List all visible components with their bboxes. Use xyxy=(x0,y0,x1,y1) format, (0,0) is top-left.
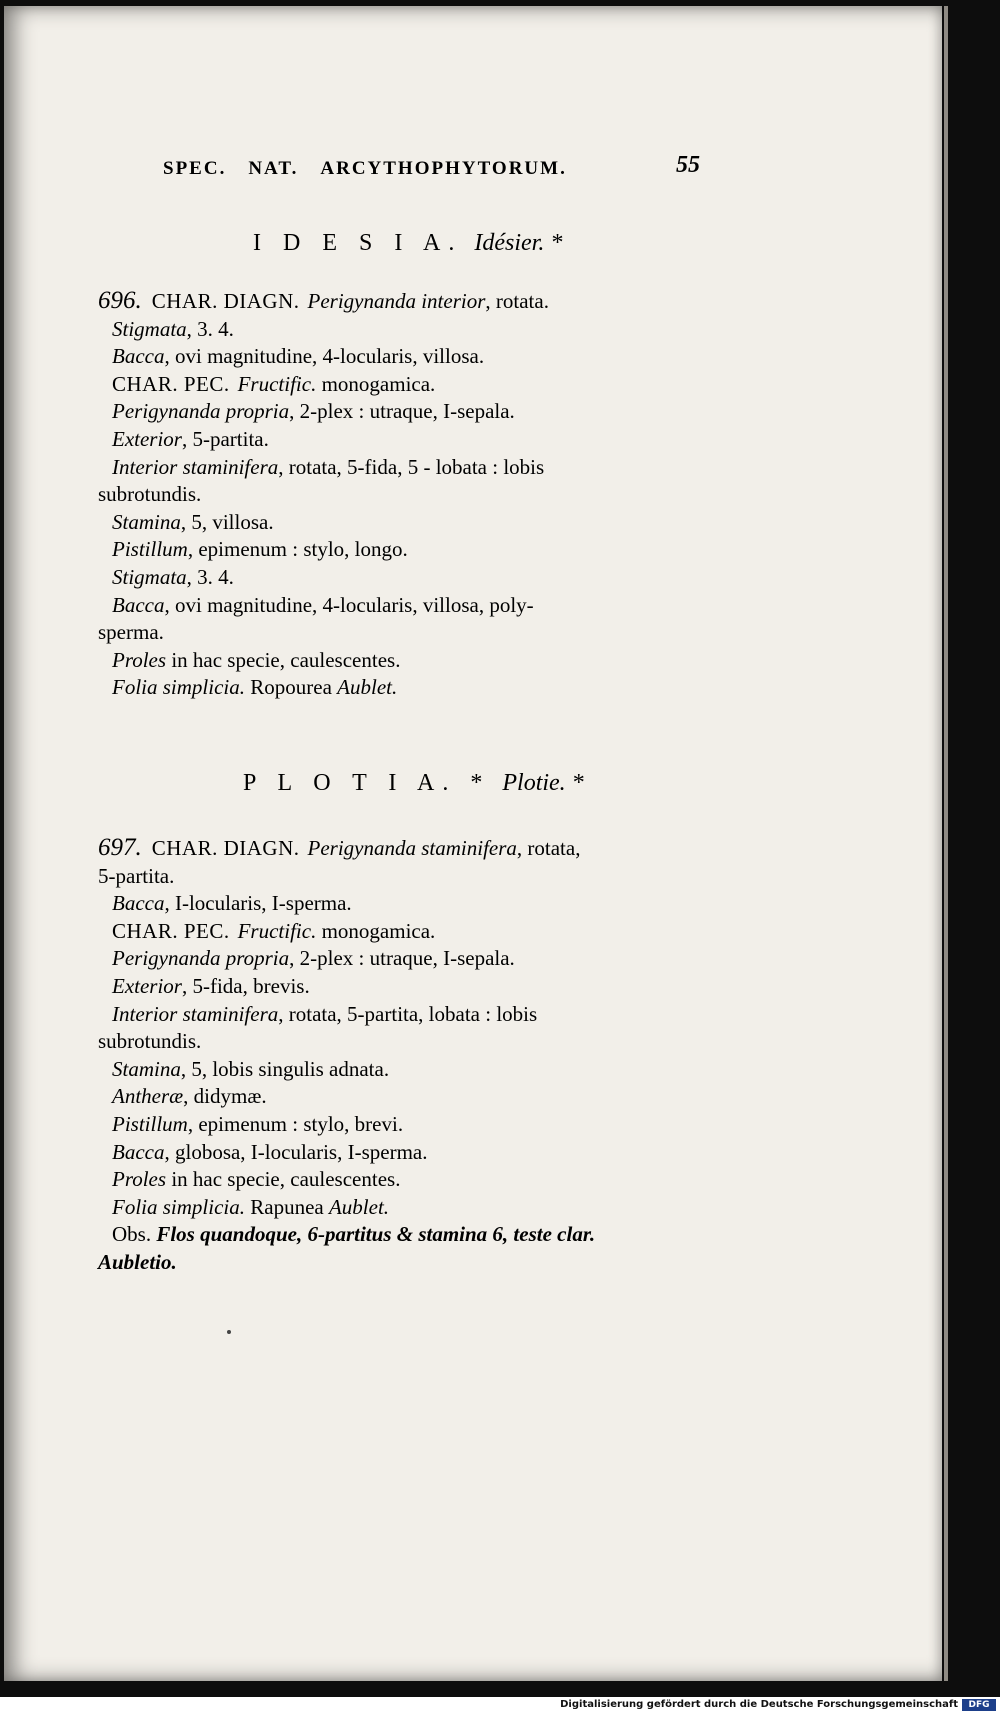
observation-text: Aubletio. xyxy=(98,1249,177,1274)
species-entry-696 xyxy=(98,287,752,702)
latin-term: Pistillum xyxy=(112,1111,188,1136)
latin-term: Proles xyxy=(112,1167,167,1192)
latin-term: Exterior xyxy=(112,973,182,998)
text-line xyxy=(112,1056,752,1084)
running-head-part: ARCYTHOPHYTORUM. xyxy=(320,158,567,179)
plain-text: sperma. xyxy=(98,620,164,645)
observation-text: Flos quandoque, 6-partitus & stamina 6, teste clar. xyxy=(156,1222,596,1247)
character-label: CHAR. PEC. xyxy=(112,918,230,943)
running-head-part: SPEC. xyxy=(163,158,227,179)
text-line xyxy=(98,287,752,316)
text-line xyxy=(112,1111,752,1139)
latin-term: Bacca xyxy=(112,344,165,369)
text-line xyxy=(112,316,752,344)
latin-term: Perigynanda staminifera xyxy=(307,836,517,860)
description-text: Ropourea xyxy=(245,675,338,700)
footer-credit: Digitalisierung gefördert durch die Deutsche Forschungsgemeinschaft xyxy=(560,1699,958,1710)
latin-term: Fructific. xyxy=(237,918,317,943)
description-text: , 3. 4. xyxy=(186,564,234,589)
character-label: CHAR. DIAGN. xyxy=(151,836,300,860)
latin-term: Stigmata xyxy=(112,316,187,341)
description-text: , 5, lobis singulis adnata. xyxy=(180,1056,390,1081)
running-head xyxy=(163,158,567,180)
text-line xyxy=(112,398,752,426)
text-line xyxy=(112,1166,752,1194)
text-line xyxy=(98,834,752,863)
page-number: 55 xyxy=(676,152,700,178)
text-line xyxy=(98,863,752,891)
text-line xyxy=(98,1249,752,1277)
ink-speck xyxy=(227,1330,231,1334)
plain-text: 5-partita. xyxy=(98,863,175,888)
text-line xyxy=(112,973,752,1001)
description-text: , epimenum : stylo, brevi. xyxy=(187,1111,404,1136)
text-line xyxy=(112,426,752,454)
author-name: Aublet. xyxy=(328,1194,390,1219)
text-line xyxy=(112,647,752,675)
text-line xyxy=(98,619,752,647)
latin-term: Interior staminifera xyxy=(112,454,279,479)
description-text: , 2-plex : utraque, I-sepala. xyxy=(289,946,515,971)
description-text: , globosa, I-locularis, I-sperma. xyxy=(164,1139,428,1164)
description-text: in hac specie, caulescentes. xyxy=(166,647,401,672)
genus-name: I D E S I A. xyxy=(253,230,463,256)
latin-term: Bacca xyxy=(112,891,165,916)
latin-term: Bacca xyxy=(112,592,165,617)
description-text: monogamica. xyxy=(316,371,436,396)
author-name: Aublet. xyxy=(337,675,398,700)
description-text: , rotata. xyxy=(485,289,549,313)
description-text: , I-locularis, I-sperma. xyxy=(164,891,352,916)
text-line xyxy=(112,509,752,537)
latin-term: Perigynanda interior xyxy=(307,289,486,313)
description-text: monogamica. xyxy=(316,918,436,943)
text-line xyxy=(112,564,752,592)
latin-term: Proles xyxy=(112,647,167,672)
latin-term: Interior staminifera xyxy=(112,1001,279,1026)
description-text: , 5, villosa. xyxy=(180,509,274,534)
text-line xyxy=(112,371,752,399)
text-line xyxy=(112,945,752,973)
latin-term: Perigynanda propria xyxy=(112,946,290,971)
genus-name: P L O T I A. * xyxy=(243,770,491,796)
latin-term: Bacca xyxy=(112,1139,165,1164)
plain-text: Obs. xyxy=(112,1222,157,1247)
description-text: , ovi magnitudine, 4-locularis, villosa, poly- xyxy=(164,592,534,617)
latin-term: Fructific. xyxy=(237,371,317,396)
entry-number: 697. xyxy=(98,834,142,861)
text-line xyxy=(112,1194,752,1222)
character-label: CHAR. PEC. xyxy=(112,371,230,396)
genus-heading-idesia xyxy=(253,230,562,257)
text-line xyxy=(112,1083,752,1111)
latin-term: Folia simplicia. xyxy=(112,1194,245,1219)
description-text: , rotata, 5-fida, 5 - lobata : lobis xyxy=(278,454,545,479)
text-line xyxy=(112,1221,752,1249)
latin-term: Pistillum xyxy=(112,537,188,562)
plain-text: subrotundis. xyxy=(98,482,202,507)
description-text: Rapunea xyxy=(245,1194,329,1219)
text-line xyxy=(112,674,752,702)
description-text: , ovi magnitudine, 4-locularis, villosa. xyxy=(164,344,485,369)
genus-heading-plotia xyxy=(243,770,584,797)
description-text: in hac specie, caulescentes. xyxy=(166,1167,401,1192)
text-line xyxy=(112,536,752,564)
text-line xyxy=(112,1139,752,1167)
genus-vernacular: Plotie. * xyxy=(502,770,584,796)
description-text: , 5-partita. xyxy=(181,426,269,451)
description-text: , epimenum : stylo, longo. xyxy=(187,537,408,562)
species-entry-697 xyxy=(98,834,752,1277)
text-line xyxy=(98,1028,752,1056)
text-line xyxy=(112,890,752,918)
text-line xyxy=(98,481,752,509)
text-line xyxy=(112,918,752,946)
latin-term: Stamina xyxy=(112,1056,181,1081)
latin-term: Antheræ xyxy=(112,1084,184,1109)
plain-text: subrotundis. xyxy=(98,1029,202,1054)
latin-term: Perigynanda propria xyxy=(112,399,290,424)
genus-vernacular: Idésier. * xyxy=(474,230,563,256)
entry-number: 696. xyxy=(98,287,142,314)
text-line xyxy=(112,1001,752,1029)
latin-term: Exterior xyxy=(112,426,182,451)
text-line xyxy=(112,343,752,371)
latin-term: Stigmata xyxy=(112,564,187,589)
description-text: , rotata, 5-partita, lobata : lobis xyxy=(278,1001,538,1026)
text-line xyxy=(112,592,752,620)
latin-term: Stamina xyxy=(112,509,181,534)
description-text: , 3. 4. xyxy=(186,316,234,341)
description-text: , 5-fida, brevis. xyxy=(181,973,310,998)
description-text: , rotata, xyxy=(516,836,581,860)
character-label: CHAR. DIAGN. xyxy=(151,289,300,313)
text-line xyxy=(112,454,752,482)
running-head-part: NAT. xyxy=(248,158,299,179)
dfg-logo: DFG xyxy=(962,1699,996,1711)
description-text: , didymæ. xyxy=(183,1084,267,1109)
description-text: , 2-plex : utraque, I-sepala. xyxy=(289,399,515,424)
page-edge xyxy=(944,6,948,1681)
latin-term: Folia simplicia. xyxy=(112,675,245,700)
